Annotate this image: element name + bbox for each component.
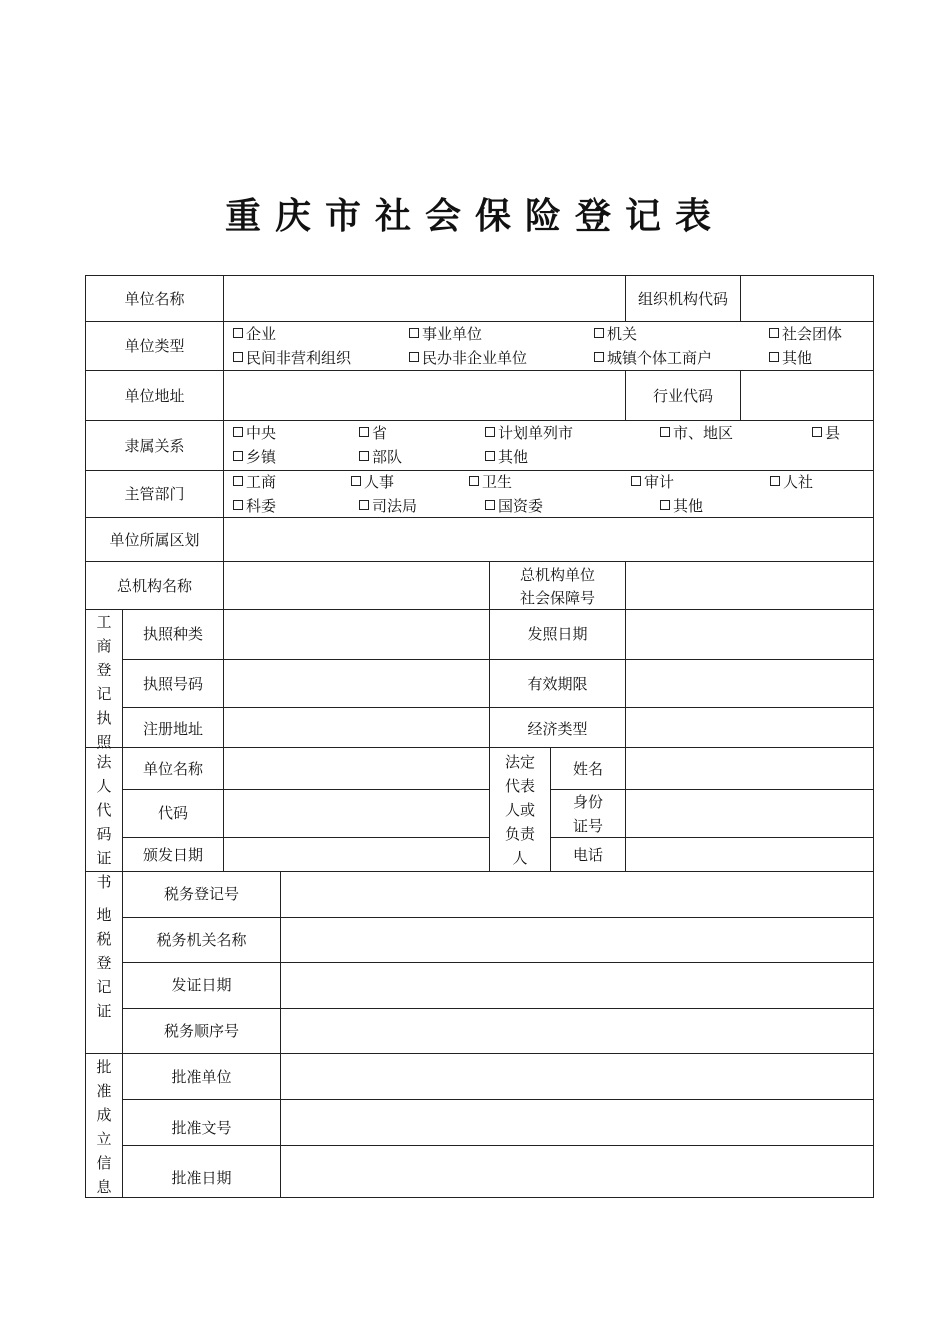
affiliation-option[interactable]: 市、地区 xyxy=(660,421,733,445)
issue-date-label: 发照日期 xyxy=(527,625,588,643)
row-divider xyxy=(85,561,874,562)
rep-name-input[interactable] xyxy=(627,749,872,788)
unit-name-label: 单位名称 xyxy=(124,290,185,308)
table-border-left xyxy=(85,275,86,1198)
head-org-label: 总机构名称 xyxy=(116,577,192,595)
tax-reg-no-input[interactable] xyxy=(282,873,872,916)
license-type-label: 执照种类 xyxy=(142,625,203,643)
department-option[interactable]: 工商 xyxy=(233,470,276,494)
col-divider xyxy=(280,871,281,1198)
approval-date-input[interactable] xyxy=(282,1147,872,1196)
row-divider xyxy=(85,370,874,371)
department-option[interactable]: 国资委 xyxy=(485,494,543,518)
affiliation-option[interactable]: 中央 xyxy=(233,421,276,445)
district-input[interactable] xyxy=(225,519,872,560)
checkbox-icon[interactable] xyxy=(485,500,495,510)
checkbox-icon[interactable] xyxy=(233,476,243,486)
table-border-right xyxy=(873,275,874,1198)
affiliation-option[interactable]: 部队 xyxy=(359,445,402,469)
row-divider xyxy=(122,917,874,918)
legal-unit-name-input[interactable] xyxy=(225,749,488,788)
checkbox-icon[interactable] xyxy=(631,476,641,486)
checkbox-icon[interactable] xyxy=(485,427,495,437)
tax-cert-group-label: 地 税 登 记 证 xyxy=(96,906,112,1020)
legal-code-group-label: 法 人 代 码 证 书 xyxy=(96,753,112,891)
checkbox-icon[interactable] xyxy=(351,476,361,486)
row-divider xyxy=(122,707,874,708)
tax-reg-no-label: 税务登记号 xyxy=(163,885,239,903)
approval-date-label: 批准日期 xyxy=(171,1169,232,1187)
department-option[interactable]: 人社 xyxy=(770,470,813,494)
unit-type-option[interactable]: 城镇个体工商户 xyxy=(594,346,712,370)
form-title: 重庆市社会保险登记表 xyxy=(224,195,725,237)
checkbox-icon[interactable] xyxy=(233,500,243,510)
unit-type-option[interactable]: 事业单位 xyxy=(409,322,482,346)
tax-office-input[interactable] xyxy=(282,919,872,961)
head-org-ss-label-line2: 社会保障号 xyxy=(519,589,595,607)
row-divider xyxy=(122,1008,874,1009)
head-org-input[interactable] xyxy=(225,563,488,608)
checkbox-icon[interactable] xyxy=(594,328,604,338)
unit-type-option[interactable]: 其他 xyxy=(769,346,812,370)
rep-name-label: 姓名 xyxy=(572,760,603,778)
unit-type-option[interactable]: 民间非营利组织 xyxy=(233,346,351,370)
unit-address-label: 单位地址 xyxy=(124,387,185,405)
table-border-bottom xyxy=(85,1197,874,1198)
affiliation-option[interactable]: 计划单列市 xyxy=(485,421,573,445)
valid-period-input[interactable] xyxy=(627,661,872,706)
row-divider xyxy=(122,962,874,963)
checkbox-icon[interactable] xyxy=(359,500,369,510)
checkbox-icon[interactable] xyxy=(660,500,670,510)
checkbox-icon[interactable] xyxy=(233,352,243,362)
checkbox-icon[interactable] xyxy=(485,451,495,461)
tax-issue-date-label: 发证日期 xyxy=(171,976,232,994)
license-no-label: 执照号码 xyxy=(142,675,203,693)
checkbox-icon[interactable] xyxy=(409,352,419,362)
approval-doc-no-label: 批准文号 xyxy=(171,1119,232,1137)
unit-type-option[interactable]: 社会团体 xyxy=(769,322,842,346)
affiliation-label: 隶属关系 xyxy=(124,437,185,455)
department-label: 主管部门 xyxy=(124,485,185,503)
checkbox-icon[interactable] xyxy=(233,328,243,338)
department-option[interactable]: 审计 xyxy=(631,470,674,494)
legal-rep-label: 法定 代表 人或 负责 人 xyxy=(504,753,535,867)
reg-address-label: 注册地址 xyxy=(142,720,203,738)
checkbox-icon[interactable] xyxy=(769,352,779,362)
department-option[interactable]: 卫生 xyxy=(469,470,512,494)
issue-date-input[interactable] xyxy=(627,611,872,658)
org-code-label: 组织机构代码 xyxy=(637,290,728,308)
checkbox-icon[interactable] xyxy=(359,451,369,461)
econ-type-label: 经济类型 xyxy=(527,720,588,738)
unit-name-input[interactable] xyxy=(225,277,624,320)
district-label: 单位所属区划 xyxy=(109,531,200,549)
legal-unit-name-label: 单位名称 xyxy=(142,760,203,778)
head-org-ss-label-line1: 总机构单位 xyxy=(519,566,595,584)
tax-seq-no-label: 税务顺序号 xyxy=(163,1022,239,1040)
col-divider xyxy=(740,370,741,421)
license-type-input[interactable] xyxy=(225,611,488,658)
checkbox-icon[interactable] xyxy=(409,328,419,338)
row-divider xyxy=(85,871,874,872)
tax-issue-date-input[interactable] xyxy=(282,964,872,1007)
table-border-top xyxy=(85,275,874,276)
col-divider xyxy=(625,747,626,872)
valid-period-label: 有效期限 xyxy=(527,675,588,693)
rep-id-input[interactable] xyxy=(627,791,872,836)
approval-group-label: 批 准 成 立 信 息 xyxy=(96,1058,112,1196)
unit-type-label: 单位类型 xyxy=(124,337,185,355)
checkbox-icon[interactable] xyxy=(594,352,604,362)
affiliation-option[interactable]: 其他 xyxy=(485,445,528,469)
department-option[interactable]: 其他 xyxy=(660,494,703,518)
legal-issue-date-label: 颁发日期 xyxy=(142,846,203,864)
unit-address-input[interactable] xyxy=(225,372,624,419)
head-org-ss-input[interactable] xyxy=(627,563,872,608)
affiliation-option[interactable]: 省 xyxy=(359,421,387,445)
approval-unit-input[interactable] xyxy=(282,1055,872,1098)
checkbox-icon[interactable] xyxy=(769,328,779,338)
col-divider xyxy=(740,275,741,322)
department-option[interactable]: 人事 xyxy=(351,470,394,494)
unit-type-option[interactable]: 机关 xyxy=(594,322,637,346)
approval-unit-label: 批准单位 xyxy=(171,1068,232,1086)
row-divider xyxy=(85,517,874,518)
checkbox-icon[interactable] xyxy=(233,451,243,461)
row-divider xyxy=(85,747,874,748)
col-divider xyxy=(625,561,626,748)
row-divider xyxy=(122,789,490,790)
industry-code-input[interactable] xyxy=(742,372,872,419)
rep-phone-input[interactable] xyxy=(627,839,872,870)
row-divider xyxy=(85,420,874,421)
checkbox-icon[interactable] xyxy=(660,427,670,437)
industry-code-label: 行业代码 xyxy=(652,387,713,405)
col-divider xyxy=(223,275,224,872)
econ-type-input[interactable] xyxy=(627,709,872,746)
tax-seq-no-input[interactable] xyxy=(282,1010,872,1052)
row-divider xyxy=(85,609,874,610)
row-divider xyxy=(122,837,490,838)
affiliation-option[interactable]: 县 xyxy=(812,421,840,445)
license-no-input[interactable] xyxy=(225,661,488,706)
rep-id-label-line2: 证号 xyxy=(572,817,603,835)
affiliation-option[interactable]: 乡镇 xyxy=(233,445,276,469)
row-divider xyxy=(122,1145,874,1146)
checkbox-icon[interactable] xyxy=(359,427,369,437)
rep-phone-label: 电话 xyxy=(572,846,603,864)
department-option[interactable]: 科委 xyxy=(233,494,276,518)
checkbox-icon[interactable] xyxy=(812,427,822,437)
unit-type-option[interactable]: 民办非企业单位 xyxy=(409,346,527,370)
business-license-group-label: 工 商 登 记 执 照 xyxy=(96,613,112,751)
row-divider xyxy=(122,659,874,660)
department-option[interactable]: 司法局 xyxy=(359,494,417,518)
checkbox-icon[interactable] xyxy=(770,476,780,486)
unit-type-option[interactable]: 企业 xyxy=(233,322,276,346)
legal-code-label: 代码 xyxy=(157,804,188,822)
tax-office-label: 税务机关名称 xyxy=(156,931,247,949)
org-code-input[interactable] xyxy=(742,277,872,320)
row-divider xyxy=(85,1053,874,1054)
legal-issue-date-input[interactable] xyxy=(225,839,488,870)
reg-address-input[interactable] xyxy=(225,709,488,746)
approval-doc-no-input[interactable] xyxy=(282,1101,872,1144)
legal-code-input[interactable] xyxy=(225,791,488,836)
rep-id-label-line1: 身份 xyxy=(572,793,603,811)
checkbox-icon[interactable] xyxy=(469,476,479,486)
checkbox-icon[interactable] xyxy=(233,427,243,437)
row-divider xyxy=(122,1099,874,1100)
